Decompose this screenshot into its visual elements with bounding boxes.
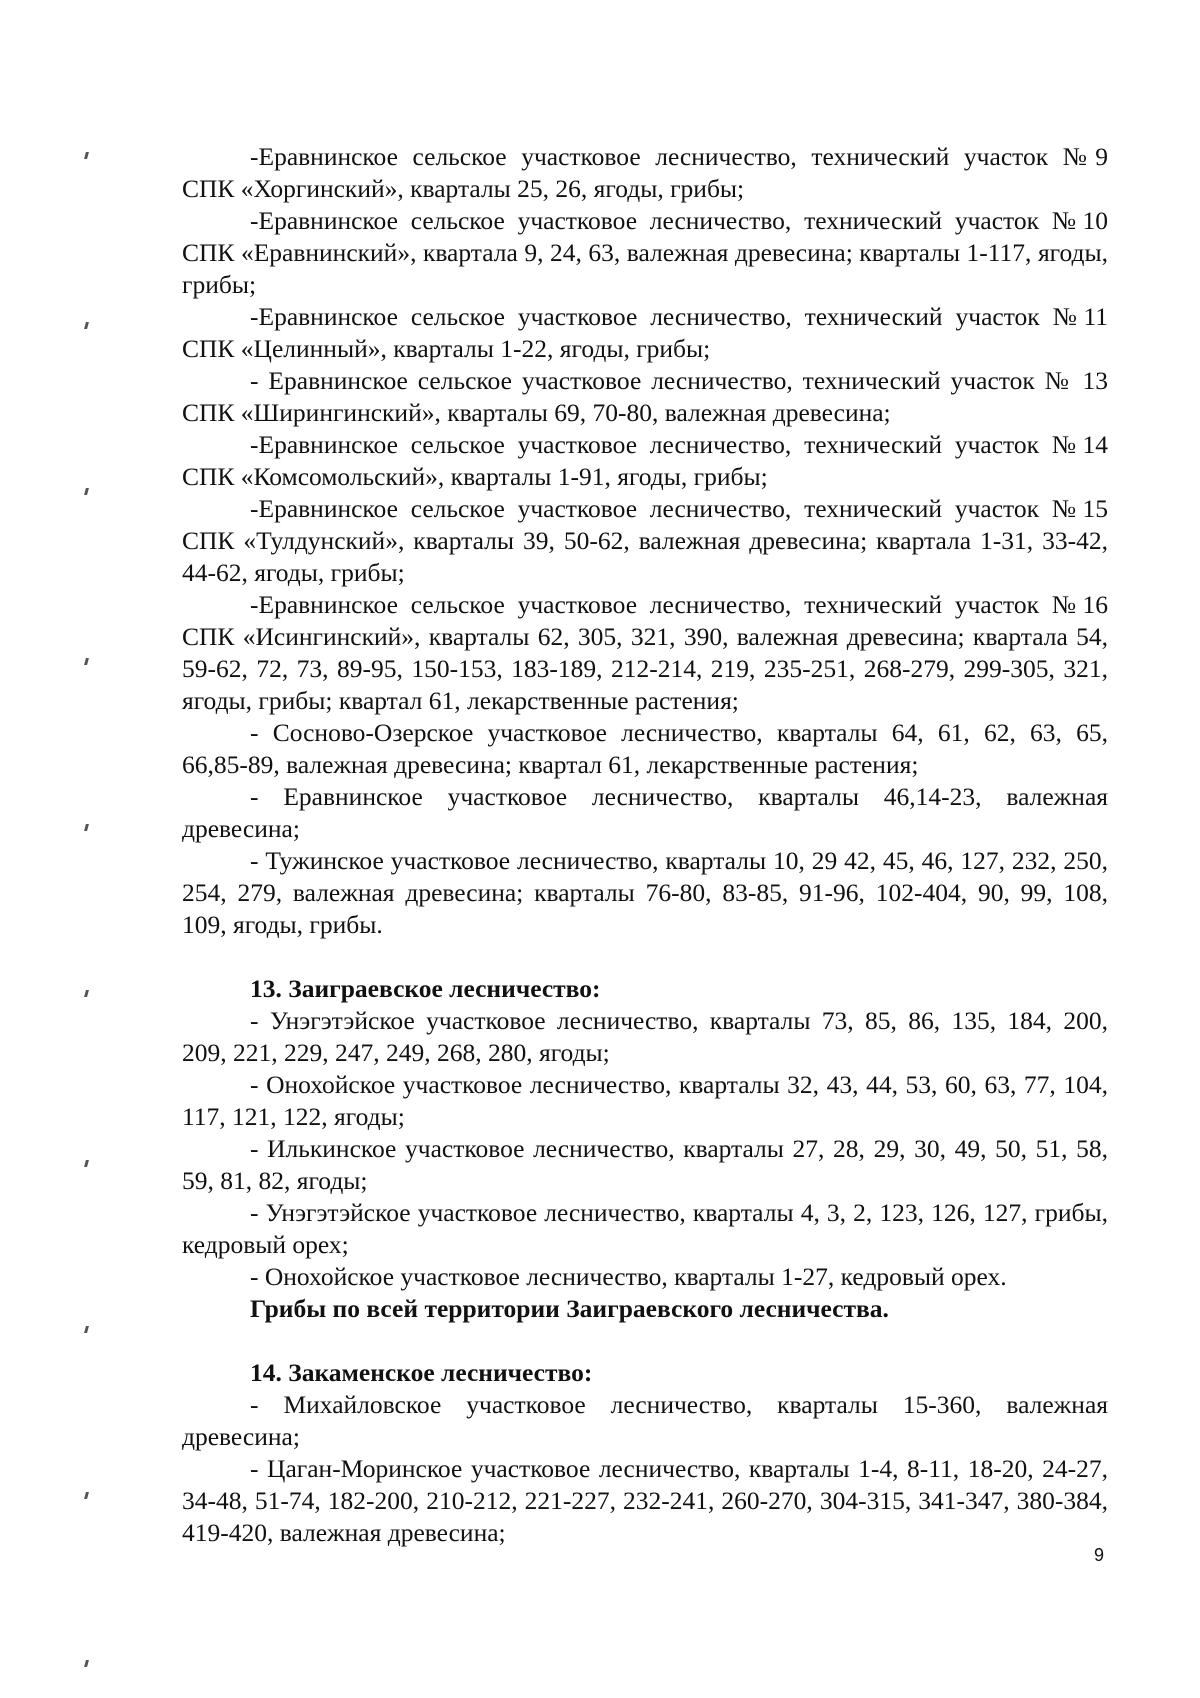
margin-mark [84,990,89,997]
margin-mark [84,1492,89,1499]
margin-mark [84,1660,89,1667]
paragraph: - Сосново-Озерское участковое лесничество, кварталы 64, 61, 62, 63, 65, 66,85-89, валежная древесина; квартал 61, лекарственные растения; [182,718,1108,779]
paragraph: -Еравнинское сельское участковое лесничество, технический участок №16 СПК «Исингинский», кварталы 62, 305, 321, 390, валежная древесина; квартала 54, 59-62, 72, 73, 89-95, 150-153, 183-189, 212-214, 219, 235-251, 268-279, 299-305, 321, ягоды, грибы; квартал 61, лекарственные растения; [182,590,1108,715]
margin-mark [84,152,89,159]
paragraph: -Еравнинское сельское участковое лесничество, технический участок №9 СПК «Хоргинский», кварталы 25, 26, ягоды, грибы; [182,142,1108,203]
paragraph: - Онохойское участковое лесничество, кварталы 1-27, кедровый орех. [250,1262,1007,1291]
margin-mark [84,488,89,495]
section-closing-note: Грибы по всей территории Заиграевского лесничества. [250,1294,889,1323]
paragraph: - Унэгэтэйское участковое лесничество, кварталы 4, 3, 2, 123, 126, 127, грибы, кедровый орех; [182,1198,1108,1259]
margin-mark [84,658,89,665]
margin-mark [84,824,89,831]
section-gap [182,1325,1108,1357]
paragraph: -Еравнинское сельское участковое лесничество, технический участок №10 СПК «Еравнинский», квартала 9, 24, 63, валежная древесина; кварталы 1-117, ягоды, грибы; [182,206,1108,299]
paragraph: - Унэгэтэйское участковое лесничество, кварталы 73, 85, 86, 135, 184, 200, 209, 221, 229, 247, 249, 268, 280, ягоды; [182,1006,1108,1067]
paragraph: - Онохойское участковое лесничество, кварталы 32, 43, 44, 53, 60, 63, 77, 104, 117, 121, 122, ягоды; [182,1070,1108,1131]
page-number: 9 [1094,1545,1105,1565]
section-gap [182,941,1108,973]
margin-mark [84,322,89,329]
paragraph: -Еравнинское сельское участковое лесничество, технический участок №15 СПК «Тулдунский», кварталы 39, 50-62, валежная древесина; квартала 1-31, 33-42, 44-62, ягоды, грибы; [182,494,1108,587]
section-heading: 14. Закаменское лесничество: [250,1358,593,1387]
paragraph: - Илькинское участковое лесничество, кварталы 27, 28, 29, 30, 49, 50, 51, 58, 59, 81, 82, ягоды; [182,1134,1108,1195]
margin-mark [84,1326,89,1333]
paragraph: - Еравнинское участковое лесничество, кварталы 46,14-23, валежная древесина; [182,782,1108,843]
paragraph: -Еравнинское сельское участковое лесничество, технический участок №11 СПК «Целинный», кварталы 1-22, ягоды, грибы; [182,302,1108,363]
paragraph: - Еравнинское сельское участковое лесничество, технический участок № 13 СПК «Ширингинский», кварталы 69, 70-80, валежная древесина; [182,366,1108,427]
paragraph: - Цаган-Моринское участковое лесничество, кварталы 1-4, 8-11, 18-20, 24-27, 34-48, 51-74, 182-200, 210-212, 221-227, 232-241, 260-270, 304-315, 341-347, 380-384, 419-420, валежная древесина; [182,1454,1108,1547]
document-body [182,141,1108,1549]
paragraph: -Еравнинское сельское участковое лесничество, технический участок №14 СПК «Комсомольский», кварталы 1-91, ягоды, грибы; [182,430,1108,491]
section-heading: 13. Заиграевское лесничество: [250,974,601,1003]
margin-mark [84,1160,89,1167]
paragraph: - Михайловское участковое лесничество, кварталы 15-360, валежная древесина; [182,1390,1108,1451]
paragraph: - Тужинское участковое лесничество, кварталы 10, 29 42, 45, 46, 127, 232, 250, 254, 279, валежная древесина; кварталы 76-80, 83-85, 91-96, 102-404, 90, 99, 108, 109, ягоды, грибы. [182,846,1108,939]
